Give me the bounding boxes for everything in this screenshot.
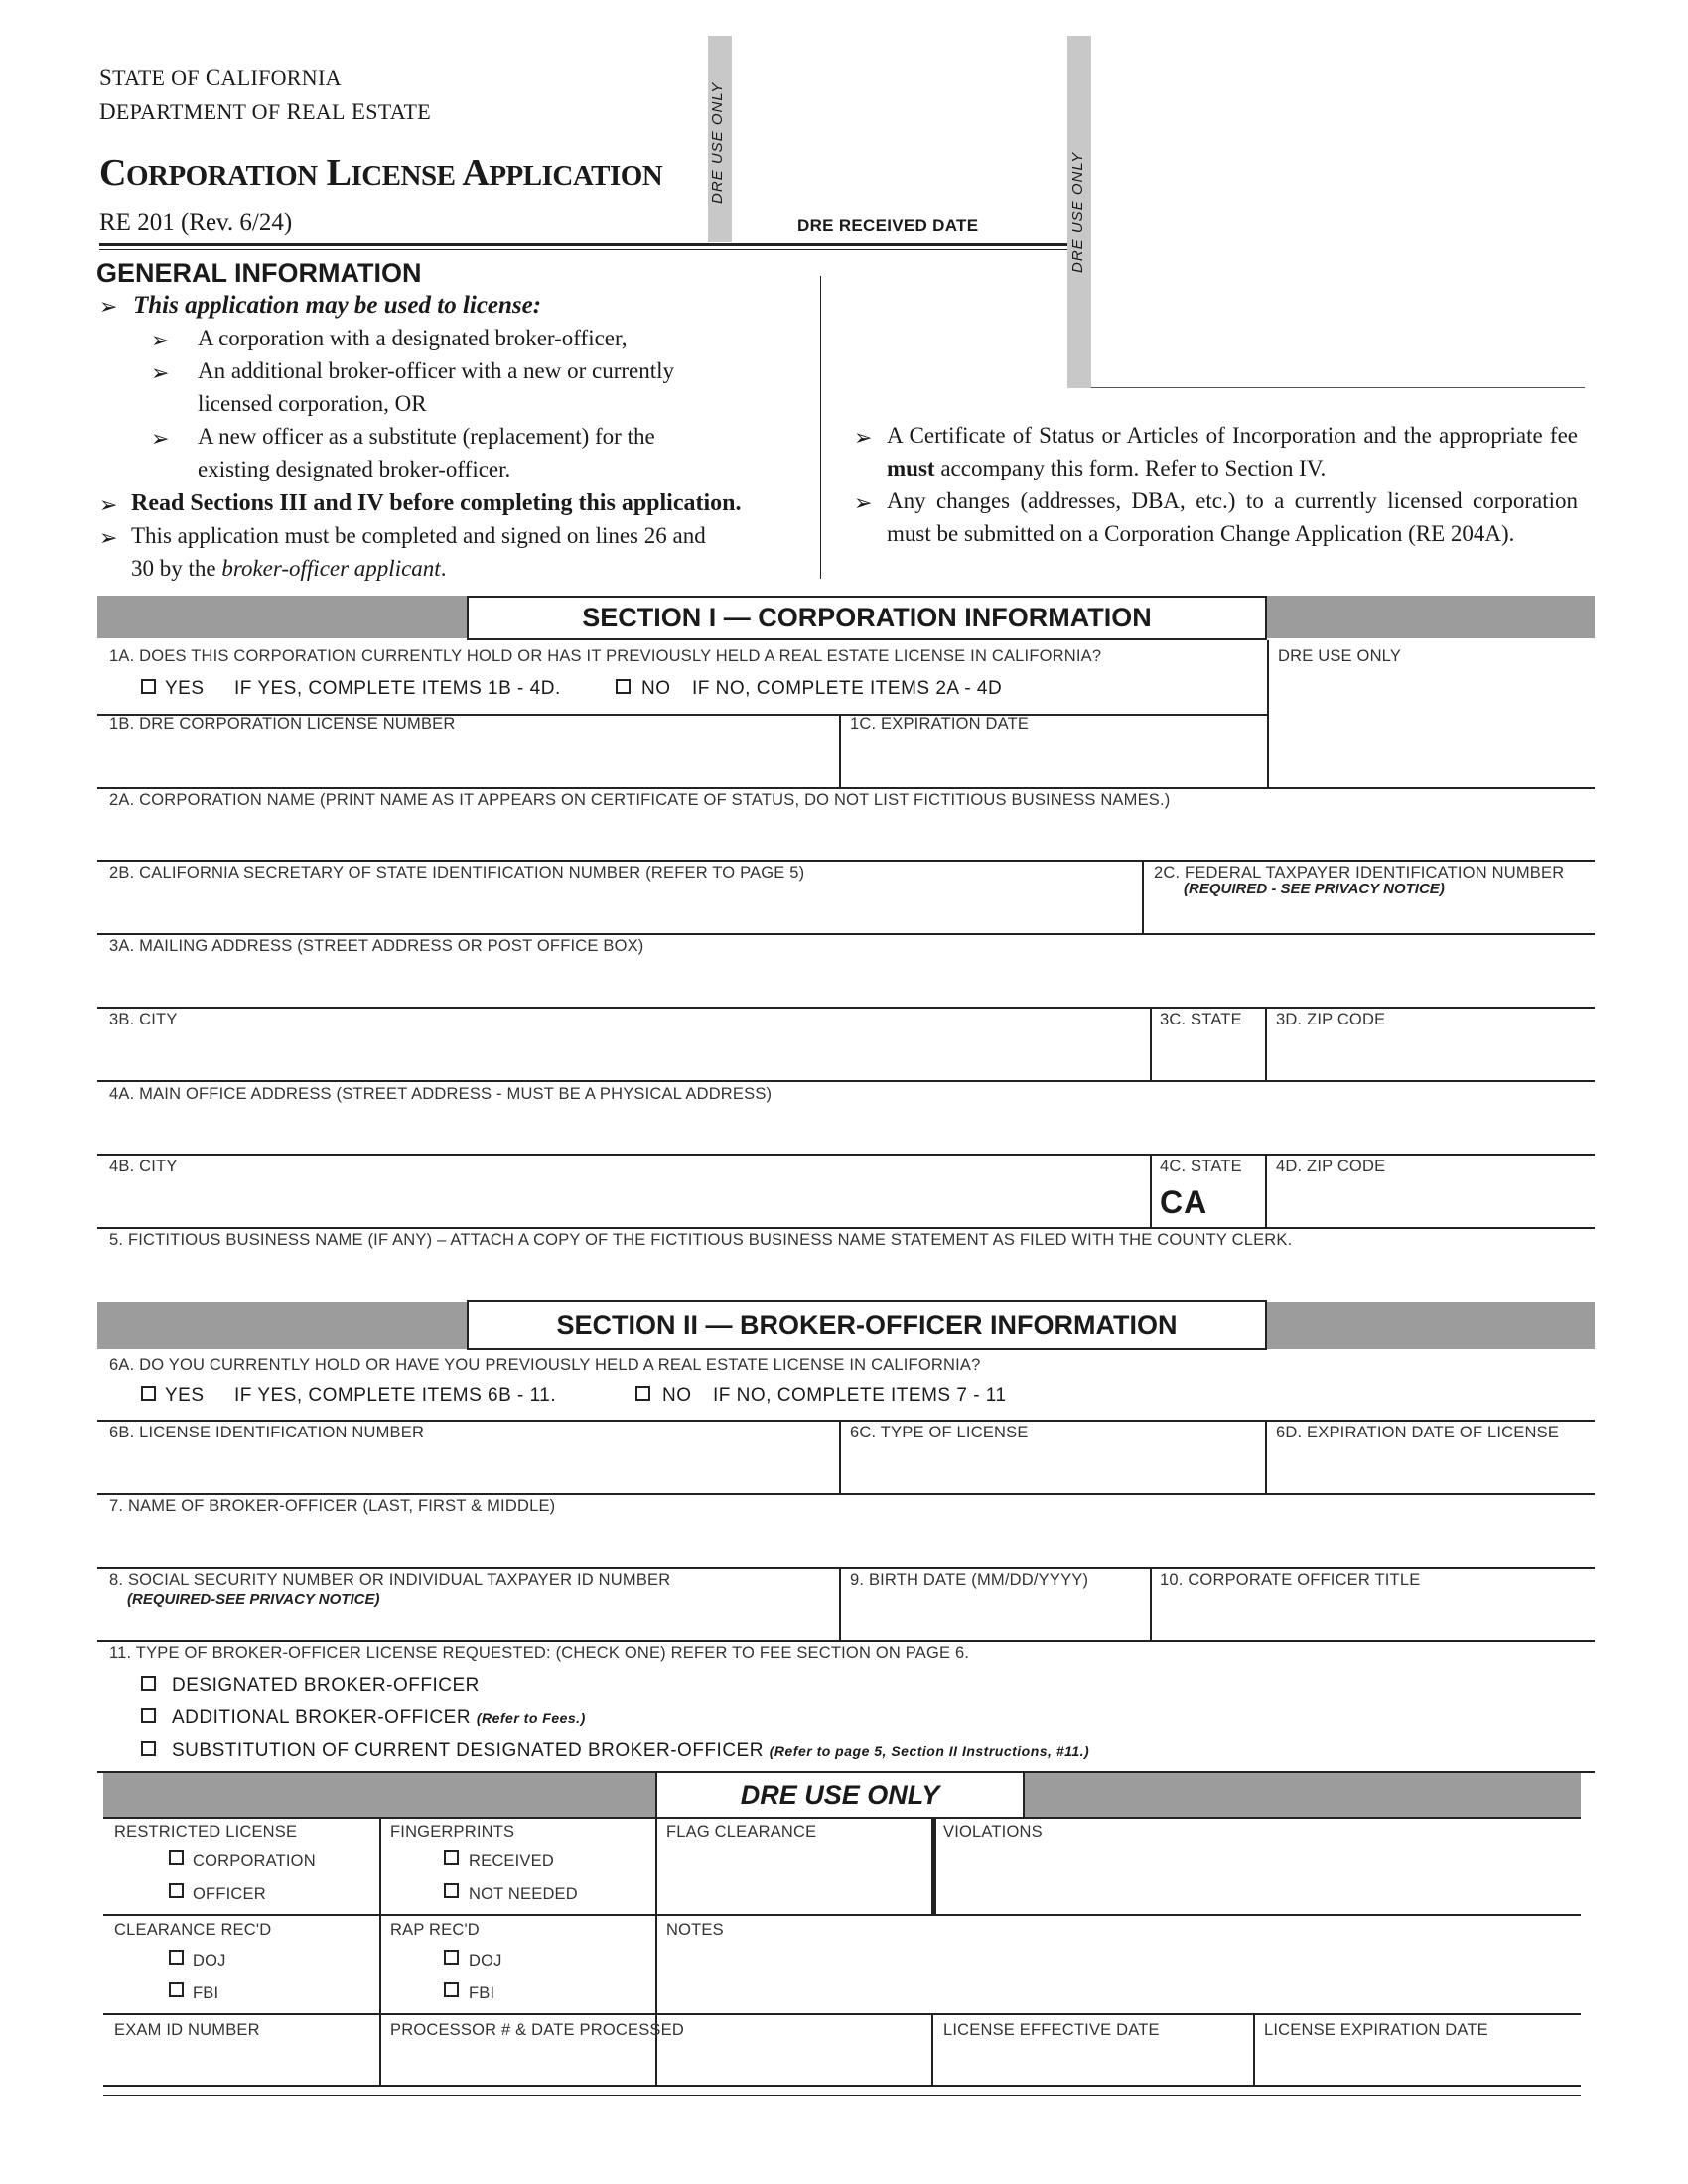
rap-doj-label: DOJ	[469, 1952, 502, 1970]
exam-id-label[interactable]: EXAM ID NUMBER	[114, 2021, 260, 2039]
rap-fbi-label: FBI	[469, 1984, 495, 2002]
violations-label[interactable]: VIOLATIONS	[943, 1823, 1043, 1841]
q1a-no-label: NO	[641, 678, 671, 699]
field-7[interactable]: 7. NAME OF BROKER-OFFICER (LAST, FIRST & MIDDLE)	[109, 1497, 556, 1515]
q6a-yes-checkbox[interactable]	[141, 1386, 156, 1401]
field-1b[interactable]: 1B. DRE CORPORATION LICENSE NUMBER	[109, 715, 456, 733]
arrow-icon: ➢	[151, 360, 170, 385]
q1a-no-checkbox[interactable]	[616, 679, 631, 694]
general-info-intro: This application may be used to license:	[133, 292, 542, 319]
field-4a[interactable]: 4A. MAIN OFFICE ADDRESS (STREET ADDRESS - MUST BE A PHYSICAL ADDRESS)	[109, 1085, 773, 1103]
q6a-label: 6A. DO YOU CURRENTLY HOLD OR HAVE YOU PREVIOUSLY HELD A REAL ESTATE LICENSE IN CALIFORNIA?	[109, 1356, 981, 1374]
license-effective-label[interactable]: LICENSE EFFECTIVE DATE	[943, 2021, 1160, 2039]
field-6c[interactable]: 6C. TYPE OF LICENSE	[850, 1424, 1029, 1441]
dre-received-date-label: DRE RECEIVED DATE	[797, 216, 979, 235]
section1-dre-use-label: DRE USE ONLY	[1278, 647, 1402, 665]
arrow-icon: ➢	[151, 426, 170, 451]
q6a-no-checkbox[interactable]	[635, 1386, 650, 1401]
q1a-yes-checkbox[interactable]	[141, 679, 156, 694]
bullet-text: existing designated broker-officer.	[198, 457, 511, 481]
designated-broker-officer-label: DESIGNATED BROKER-OFFICER	[172, 1675, 480, 1696]
field-10[interactable]: 10. CORPORATE OFFICER TITLE	[1160, 1571, 1421, 1589]
q6a-yes-label: YES	[165, 1385, 205, 1406]
processor-label[interactable]: PROCESSOR # & DATE PROCESSED	[390, 2021, 684, 2039]
restricted-officer-label: OFFICER	[193, 1885, 266, 1903]
restricted-corporation-label: CORPORATION	[193, 1852, 316, 1870]
q6a-no-label: NO	[662, 1385, 692, 1406]
additional-broker-officer-label: ADDITIONAL BROKER-OFFICER (Refer to Fees.)	[172, 1707, 586, 1728]
rap-doj-checkbox[interactable]	[444, 1950, 459, 1965]
form-title: CORPORATION LICENSE APPLICATION	[99, 152, 663, 194]
field-3b[interactable]: 3B. CITY	[109, 1011, 178, 1028]
field-3d[interactable]: 3D. ZIP CODE	[1276, 1011, 1386, 1028]
arrow-icon: ➢	[854, 490, 873, 515]
field-3a[interactable]: 3A. MAILING ADDRESS (STREET ADDRESS OR POST OFFICE BOX)	[109, 937, 644, 955]
field-2b[interactable]: 2B. CALIFORNIA SECRETARY OF STATE IDENTIFICATION NUMBER (REFER TO PAGE 5)	[109, 864, 805, 882]
field-9[interactable]: 9. BIRTH DATE (MM/DD/YYYY)	[850, 1571, 1089, 1589]
field-4c[interactable]: 4C. STATE	[1160, 1158, 1242, 1175]
clearance-recd-label: CLEARANCE REC'D	[114, 1921, 272, 1939]
changes-text: Any changes (addresses, DBA, etc.) to a currently licensed corporation must be submitted on a Corporation Change Application (RE 204A).	[887, 488, 1578, 546]
general-info-heading: GENERAL INFORMATION	[96, 258, 422, 288]
bullet-text: A new officer as a substitute (replacement) for the	[198, 424, 655, 449]
notes-label[interactable]: NOTES	[666, 1921, 724, 1939]
arrow-icon: ➢	[854, 425, 873, 450]
clearance-fbi-label: FBI	[193, 1984, 219, 2002]
dre-use-only-vertical-1: DRE USE ONLY	[709, 81, 726, 204]
restricted-corporation-checkbox[interactable]	[169, 1850, 184, 1865]
q1a-yes-note: IF YES, COMPLETE ITEMS 1B - 4D.	[234, 678, 561, 699]
arrow-icon: ➢	[151, 328, 170, 352]
field-6d[interactable]: 6D. EXPIRATION DATE OF LICENSE	[1276, 1424, 1560, 1441]
clearance-doj-checkbox[interactable]	[169, 1950, 184, 1965]
fingerprints-received-checkbox[interactable]	[444, 1850, 459, 1865]
field-4c-value: CA	[1160, 1184, 1208, 1220]
q1a-yes-label: YES	[165, 678, 205, 699]
field-8-note: (REQUIRED-SEE PRIVACY NOTICE)	[127, 1591, 380, 1608]
section1-title: SECTION I — CORPORATION INFORMATION	[467, 596, 1267, 640]
rap-recd-label: RAP REC'D	[390, 1921, 480, 1939]
clearance-doj-label: DOJ	[193, 1952, 226, 1970]
arrow-icon: ➢	[99, 492, 118, 517]
dre-box-title: DRE USE ONLY	[655, 1771, 1025, 1819]
q6a-yes-note: IF YES, COMPLETE ITEMS 6B - 11.	[234, 1385, 557, 1406]
bullet-text: A corporation with a designated broker-officer,	[198, 326, 628, 350]
q6a-no-note: IF NO, COMPLETE ITEMS 7 - 11	[713, 1385, 1007, 1406]
q1a-label: 1A. DOES THIS CORPORATION CURRENTLY HOLD OR HAS IT PREVIOUSLY HELD A REAL ESTATE LICENSE IN CALIFORNIA?	[109, 647, 1102, 665]
read-sections-text: Read Sections III and IV before completing this application.	[131, 490, 742, 516]
field-5[interactable]: 5. FICTITIOUS BUSINESS NAME (IF ANY) – ATTACH A COPY OF THE FICTITIOUS BUSINESS NAME STATEMENT AS FILED WITH THE COUNTY CLERK.	[109, 1231, 1293, 1249]
field-2c-note: (REQUIRED - SEE PRIVACY NOTICE)	[1184, 881, 1445, 897]
field-1c[interactable]: 1C. EXPIRATION DATE	[850, 715, 1030, 733]
state-name: STATE OF CALIFORNIA	[99, 66, 342, 90]
fingerprints-not-needed-label: NOT NEEDED	[469, 1885, 578, 1903]
field-3c[interactable]: 3C. STATE	[1160, 1011, 1242, 1028]
clearance-fbi-checkbox[interactable]	[169, 1982, 184, 1997]
fingerprints-label: FINGERPRINTS	[390, 1823, 515, 1841]
substitution-broker-officer-checkbox[interactable]	[141, 1741, 156, 1756]
arrow-icon: ➢	[99, 294, 118, 319]
flag-clearance-label[interactable]: FLAG CLEARANCE	[666, 1823, 817, 1841]
field-4d[interactable]: 4D. ZIP CODE	[1276, 1158, 1386, 1175]
restricted-officer-checkbox[interactable]	[169, 1883, 184, 1898]
license-expiration-label[interactable]: LICENSE EXPIRATION DATE	[1264, 2021, 1488, 2039]
section2-title: SECTION II — BROKER-OFFICER INFORMATION	[467, 1300, 1267, 1350]
field-4b[interactable]: 4B. CITY	[109, 1158, 178, 1175]
certificate-text: A Certificate of Status or Articles of Incorporation and the appropriate fee must accompany this form. Refer to Section IV.	[887, 423, 1578, 480]
q1a-no-note: IF NO, COMPLETE ITEMS 2A - 4D	[692, 678, 1003, 699]
field-2c[interactable]: 2C. FEDERAL TAXPAYER IDENTIFICATION NUMBER	[1154, 864, 1565, 882]
restricted-license-label: RESTRICTED LICENSE	[114, 1823, 298, 1841]
fingerprints-not-needed-checkbox[interactable]	[444, 1883, 459, 1898]
dre-use-only-vertical-2: DRE USE ONLY	[1069, 151, 1086, 273]
rap-fbi-checkbox[interactable]	[444, 1982, 459, 1997]
department-name: DEPARTMENT OF REAL ESTATE	[99, 99, 431, 124]
field-2a[interactable]: 2A. CORPORATION NAME (PRINT NAME AS IT APPEARS ON CERTIFICATE OF STATUS, DO NOT LIST FICTITIOUS BUSINESS NAMES.)	[109, 791, 1171, 809]
field-11: 11. TYPE OF BROKER-OFFICER LICENSE REQUESTED: (CHECK ONE) REFER TO FEE SECTION ON PAGE 6.	[109, 1644, 970, 1662]
arrow-icon: ➢	[99, 525, 118, 550]
substitution-broker-officer-label: SUBSTITUTION OF CURRENT DESIGNATED BROKER-OFFICER (Refer to page 5, Section II Instructions, #11.)	[172, 1740, 1090, 1761]
form-number: RE 201 (Rev. 6/24)	[99, 209, 293, 236]
additional-broker-officer-checkbox[interactable]	[141, 1708, 156, 1723]
fingerprints-received-label: RECEIVED	[469, 1852, 554, 1870]
designated-broker-officer-checkbox[interactable]	[141, 1676, 156, 1691]
bullet-text: licensed corporation, OR	[198, 391, 427, 416]
bullet-text: An additional broker-officer with a new or currently	[198, 358, 675, 383]
sign-text: This application must be completed and signed on lines 26 and	[131, 523, 706, 548]
field-6b[interactable]: 6B. LICENSE IDENTIFICATION NUMBER	[109, 1424, 425, 1441]
field-8[interactable]: 8. SOCIAL SECURITY NUMBER OR INDIVIDUAL TAXPAYER ID NUMBER	[109, 1571, 671, 1589]
sign-text-2: 30 by the broker-officer applicant.	[131, 556, 447, 581]
header-rule	[99, 243, 1067, 246]
